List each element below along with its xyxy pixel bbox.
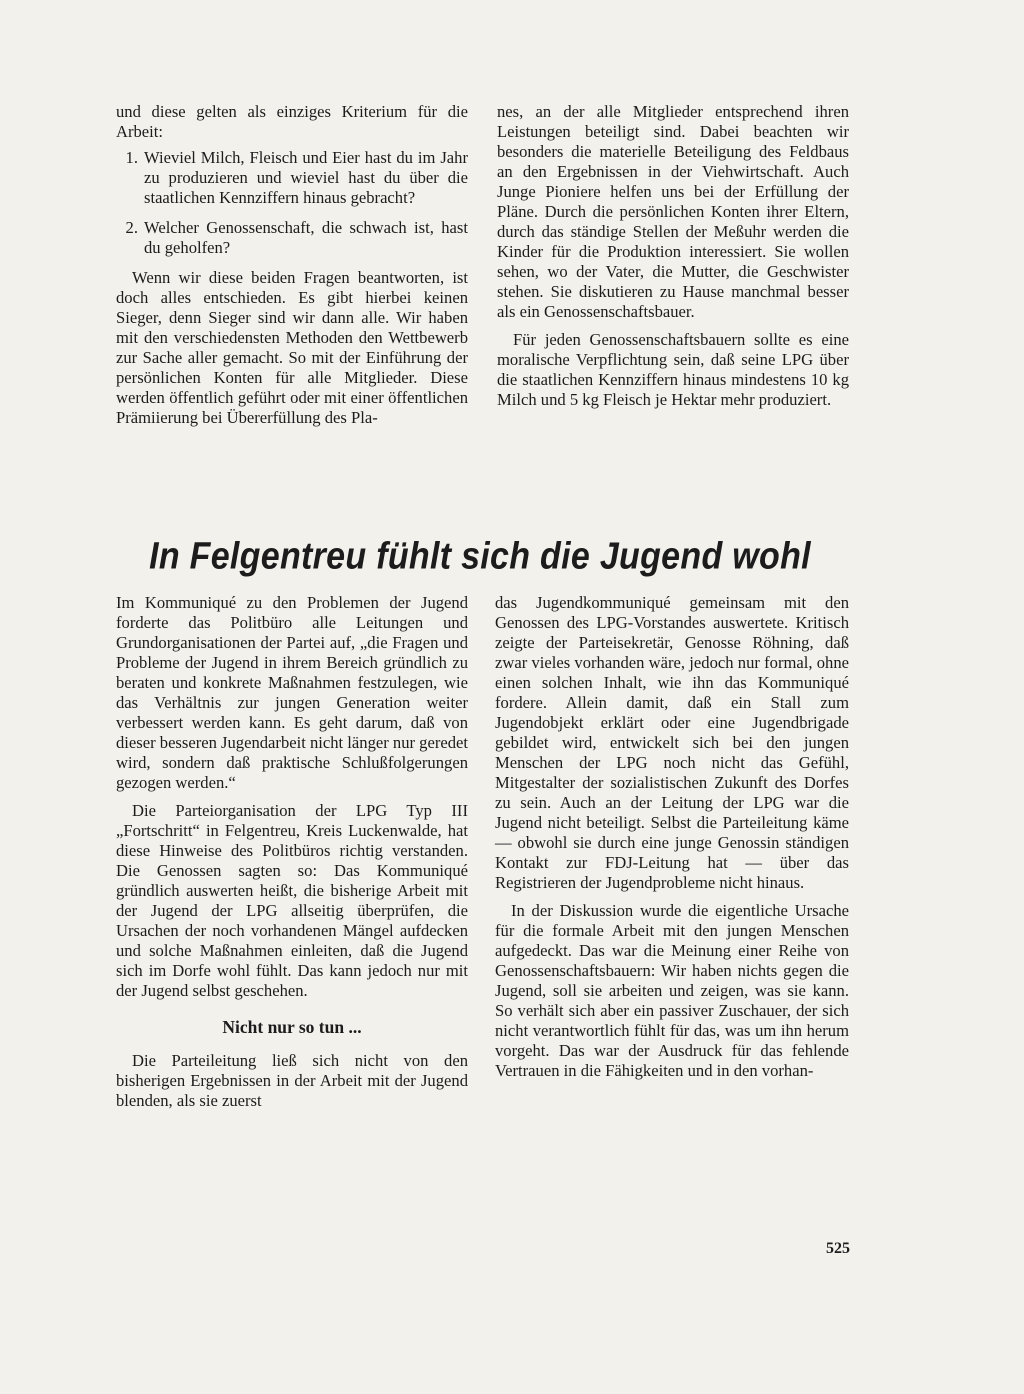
body-paragraph: das Jugendkommuniqué gemeinsam mit den Genossen des LPG-Vorstandes auswertete. Kritisch zeigte der Parteisekretär, Genosse Röhning, daß zwar vieles vorhanden wäre, jedoch nur formal, ohne einen solchen Inhalt, wie ihn das Kommuniqué fordere. Allein damit, daß ein Stall zum Jugendobjekt erklärt oder eine Jugendbrigade gebildet wird, entwickelt sich bei den jungen Menschen der LPG noch nicht das Gefühl, Mitgestalter der sozialistischen Zukunft des Dorfes zu sein. Auch an der Leitung der LPG war die Jugend nicht beteiligt. Selbst die Parteileitung käme — obwohl sie durch eine junge Genossin ständigen Kontakt zur FDJ-Leitung hat — über das Registrieren der Jugendprobleme nicht hinaus. [495, 593, 849, 892]
list-item [116, 148, 468, 208]
body-paragraph: nes, an der alle Mitglieder entsprechend ihren Leistungen beteiligt sind. Dabei beachten wir besonders die materielle Beteiligung des Feldbaus an den Ergebnissen in der Viehwirtschaft. Auch Junge Pioniere helfen uns bei der Erfüllung der Pläne. Durch die persönlichen Konten ihrer Eltern, durch das ständige Stellen der Meßuhr werden die Kinder für die Produktion interessiert. Sie wollen sehen, wo der Vater, die Mutter, die Geschwister stehen. Sie diskutieren zu Hause manchmal besser als ein Genossenschaftsbauer. [497, 102, 849, 321]
body-paragraph: Für jeden Genossenschaftsbauern sollte es eine moralische Verpflichtung sein, daß seine LPG über die staatlichen Kennziffern hinaus mindestens 10 kg Milch und 5 kg Fleisch je Hektar mehr produziert. [497, 330, 849, 409]
top-right-column [497, 102, 849, 410]
list-item-text: Wieviel Milch, Fleisch und Eier hast du im Jahr zu produzieren und wieviel hast du über die staatlichen Kennziffern hinaus gebracht? [144, 148, 468, 207]
article-headline: In Felgentreu fühlt sich die Jugend wohl [149, 534, 811, 578]
bottom-right-column [495, 593, 849, 1081]
list-item-number: 2. [125, 218, 138, 237]
list-item [116, 218, 468, 258]
body-paragraph: Wenn wir diese beiden Fragen beantworten, ist doch alles entschieden. Es gibt hierbei keinen Sieger, denn Sieger sind wir dann alle. Wir haben mit den verschiedensten Methoden den Wettbewerb zur Sache aller gemacht. So mit der Einführung der persönlichen Konten für alle Mitglieder. Diese werden öffentlich geführt oder mit einer öffentlichen Prämiierung bei Übererfüllung des Pla- [116, 268, 468, 427]
body-paragraph: In der Diskussion wurde die eigentliche Ursache für die formale Arbeit mit den jungen Menschen aufgedeckt. Das war die Meinung einer Reihe von Genossenschaftsbauern: Wir haben nichts gegen die Jugend, soll sie arbeiten und zeigen, was sie kann. So verhält sich aber ein passiver Zuschauer, der sich nicht verantwortlich fühlt für das, was um ihn herum vorgeht. Das war der Ausdruck für das fehlende Vertrauen in die Fähigkeiten und in den vorhan- [495, 901, 849, 1080]
list-item-number: 1. [125, 148, 138, 167]
page-number: 525 [826, 1240, 850, 1257]
intro-paragraph: und diese gelten als einziges Kriterium für die Arbeit: [116, 102, 468, 141]
body-paragraph: Die Parteiorganisation der LPG Typ III „Fortschritt“ in Felgentreu, Kreis Luckenwalde, hat diese Hinweise des Politbüros richtig verstanden. Die Genossen sagten so: Das Kommuniqué gründlich auswerten heißt, die bisherige Arbeit mit der Jugend der LPG allseitig überprüfen, die Ursachen der noch vorhandenen Mängel aufdecken und solche Maßnahmen einleiten, daß die Jugend sich im Dorfe wohl fühlt. Das kann jedoch nur mit der Jugend selbst geschehen. [116, 801, 468, 1000]
body-paragraph: Die Parteileitung ließ sich nicht von den bisherigen Ergebnissen in der Arbeit mit der Jugend blenden, als sie zuerst [116, 1051, 468, 1110]
top-left-column [116, 102, 468, 428]
body-paragraph: Im Kommuniqué zu den Problemen der Jugend forderte das Politbüro alle Leitungen und Grundorganisationen der Partei auf, „die Fragen und Probleme der Jugend in ihrem Bereich gründlich zu beraten und konkrete Maßnahmen festzulegen, wie das Verhältnis zur jungen Generation weiter verbessert werden kann. Es geht darum, daß von dieser besseren Jugendarbeit nicht länger nur geredet wird, sondern daß praktische Schlußfolgerungen gezogen werden.“ [116, 593, 469, 792]
list-item-text: Welcher Genossenschaft, die schwach ist, hast du geholfen? [144, 218, 468, 257]
bottom-left-column [116, 593, 468, 1111]
question-list [116, 148, 468, 258]
section-subheading: Nicht nur so tun ... [222, 1017, 362, 1037]
